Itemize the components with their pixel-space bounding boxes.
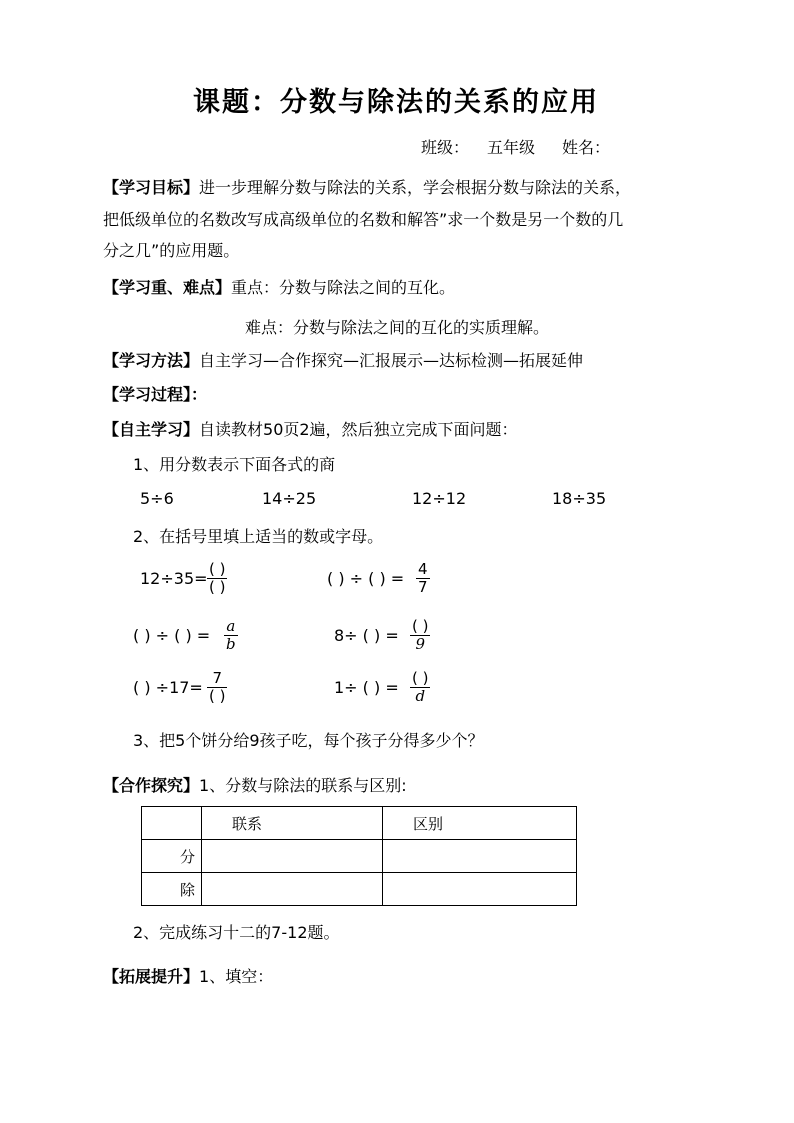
goals-line-2: 把低级单位的名数改写成高级单位的名数和解答”求一个数是另一个数的几 <box>103 210 624 229</box>
fraction-numerator: ( ) <box>412 617 429 635</box>
q2-row3-right-expr: 1÷ ( ) = <box>334 678 399 697</box>
table-header-difference: 区别 <box>383 807 577 840</box>
table-cell[interactable] <box>383 840 577 873</box>
table-row-label: 分 <box>142 840 202 873</box>
q2-row3-right-fraction <box>410 670 430 705</box>
method-line <box>103 351 583 371</box>
extend-tag: 【拓展提升】 <box>103 967 200 986</box>
table-row-label: 除 <box>142 873 202 906</box>
question-2: 2、在括号里填上适当的数或字母。 <box>133 527 384 546</box>
q1-item-1: 5÷6 <box>140 489 174 508</box>
fraction-numerator: 7 <box>212 669 223 687</box>
table-row <box>142 873 577 906</box>
q2-row2-right-fraction <box>410 618 430 653</box>
goals-line-3: 分之几”的应用题。 <box>103 241 240 260</box>
question-3: 3、把5个饼分给9孩子吃，每个孩子分得多少个？ <box>133 731 484 750</box>
q2-row3-left-fraction <box>207 670 227 705</box>
key-important: 重点：分数与除法之间的互化。 <box>231 278 456 297</box>
key-points-line <box>103 278 455 298</box>
comparison-table <box>141 806 577 906</box>
q2-row1-left-expr: 12÷35= <box>140 569 208 588</box>
fraction-numerator: 4 <box>418 560 428 578</box>
question-1: 1、用分数表示下面各式的商 <box>133 455 336 474</box>
key-difficult: 难点：分数与除法之间的互化的实质理解。 <box>245 318 550 337</box>
q2-row1-right-expr: ( ) ÷ ( ) = <box>327 569 405 588</box>
extend-line <box>103 967 273 987</box>
q1-item-2: 14÷25 <box>262 489 317 508</box>
cooperate-tag: 【合作探究】 <box>103 776 200 795</box>
table-cell[interactable] <box>202 840 383 873</box>
goals-text-1: 进一步理解分数与除法的关系，学会根据分数与除法的关系， <box>199 178 632 197</box>
goals-tag: 【学习目标】 <box>103 178 200 197</box>
self-study-text: 自读教材50页2遍，然后独立完成下面问题： <box>199 420 518 439</box>
key-tag: 【学习重、难点】 <box>103 278 232 297</box>
name-label: 姓名： <box>562 138 611 157</box>
fraction-denominator: ( ) <box>209 687 226 705</box>
fraction-numerator: a <box>226 617 236 635</box>
fraction-numerator: ( ) <box>412 669 429 687</box>
table-header-connection: 联系 <box>202 807 383 840</box>
table-cell[interactable] <box>383 873 577 906</box>
method-text: 自主学习—合作探究—汇报展示—达标检测—拓展延伸 <box>199 351 584 370</box>
cooperate-question-2: 2、完成练习十二的7-12题。 <box>133 923 340 942</box>
q2-row2-left-expr: ( ) ÷ ( ) = <box>133 626 211 645</box>
class-value: 五年级 <box>487 138 536 157</box>
page-title: 课题：分数与除法的关系的应用 <box>193 87 599 118</box>
fraction-denominator: d <box>410 687 430 705</box>
fraction-denominator: b <box>226 635 236 653</box>
table-cell <box>142 807 202 840</box>
cooperate-line <box>103 776 407 796</box>
fraction-denominator: ( ) <box>209 578 226 596</box>
q2-row2-right-expr: 8÷ ( ) = <box>334 626 399 645</box>
extend-text: 1、填空： <box>199 967 274 986</box>
process-tag: 【学习过程】： <box>103 385 208 404</box>
q2-row2-left-fraction <box>224 618 238 653</box>
class-label: 班级： <box>421 138 470 157</box>
table-header-row <box>142 807 577 840</box>
cooperate-text: 1、分数与除法的联系与区别: <box>199 776 407 795</box>
q2-row1-left-fraction <box>207 561 227 596</box>
method-tag: 【学习方法】 <box>103 351 200 370</box>
table-cell[interactable] <box>202 873 383 906</box>
fraction-denominator: 7 <box>418 578 428 596</box>
q2-row3-left-expr: ( ) ÷17= <box>133 678 203 697</box>
goals-line-1 <box>103 178 631 198</box>
fraction-denominator: 9 <box>410 635 430 653</box>
q2-row1-right-fraction <box>416 561 430 596</box>
table-row <box>142 840 577 873</box>
q1-item-3: 12÷12 <box>412 489 467 508</box>
self-study-line <box>103 420 518 440</box>
q1-item-4: 18÷35 <box>552 489 607 508</box>
self-study-tag: 【自主学习】 <box>103 420 200 439</box>
fraction-numerator: ( ) <box>209 560 226 578</box>
